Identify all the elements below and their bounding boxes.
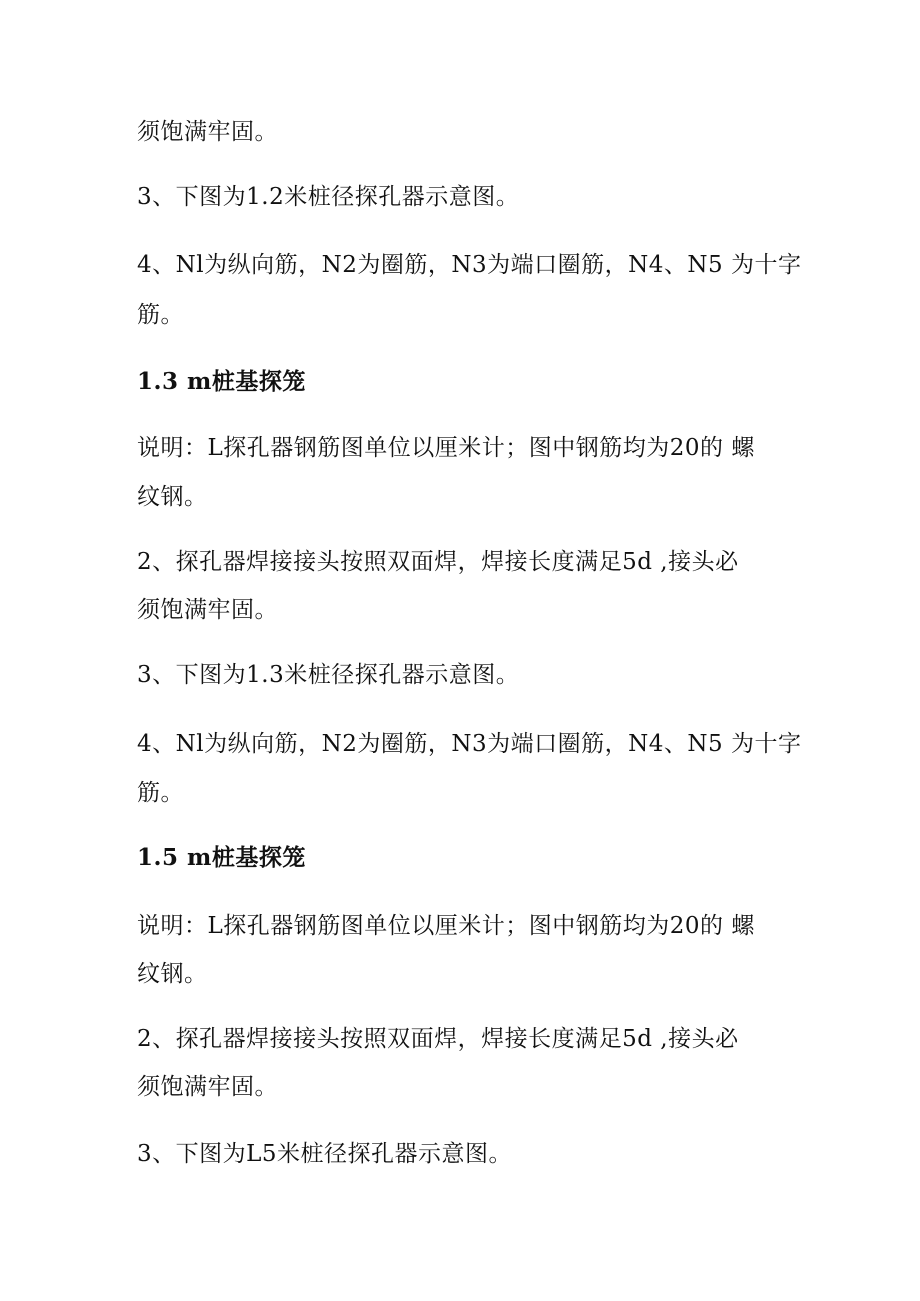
text-line: 4、Nl为纵向筋，N2为圈筋，N3为端口圈筋，N4、N5 为十字 [137, 252, 802, 278]
text-line: 说明：L探孔器钢筋图单位以厘米计；图中钢筋均为20的 螺 [137, 435, 755, 461]
text-line: 筋。 [137, 302, 184, 328]
text-line: 3、下图为1.2米桩径探孔器示意图。 [137, 184, 520, 210]
text-line: 4、Nl为纵向筋，N2为圈筋，N3为端口圈筋，N4、N5 为十字 [137, 731, 802, 757]
text-line: 3、下图为1.3米桩径探孔器示意图。 [137, 662, 520, 688]
text-line: 须饱满牢固。 [137, 597, 278, 623]
text-line: 须饱满牢固。 [137, 119, 278, 145]
text-line: 2、探孔器焊接接头按照双面焊，焊接长度满足5d ,接头必 [137, 1026, 739, 1052]
text-line: 3、下图为L5米桩径探孔器示意图。 [137, 1141, 513, 1167]
section-heading: 1.3 m桩基探笼 [137, 368, 306, 395]
text-line: 纹钢。 [137, 961, 208, 987]
text-line: 2、探孔器焊接接头按照双面焊，焊接长度满足5d ,接头必 [137, 549, 739, 575]
section-heading: 1.5 m桩基探笼 [137, 844, 306, 871]
text-line: 筋。 [137, 780, 184, 806]
text-line: 纹钢。 [137, 484, 208, 510]
text-line: 须饱满牢固。 [137, 1074, 278, 1100]
text-line: 说明：L探孔器钢筋图单位以厘米计；图中钢筋均为20的 螺 [137, 913, 755, 939]
